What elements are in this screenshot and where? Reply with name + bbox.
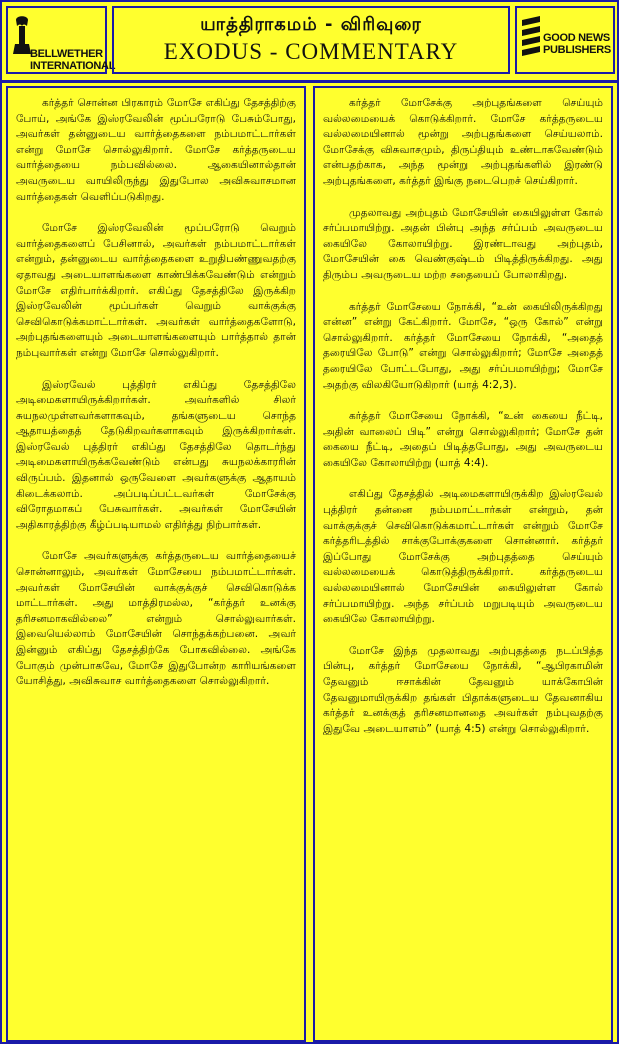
right-column (313, 86, 613, 1042)
paragraph: கர்த்தர் சொன்ன பிரகாரம் மோசே எகிப்து தேசத்திற்கு போய், அங்கே இஸ்ரவேலின் மூப்பரோடு பேசும்போது, அவர்கள் தன்னுடைய வார்த்தைகளை நம்பமாட்டார்கள் என்று மோசே சொல்லுகிறார். மோசே கர்த்தருடைய வார்த்தையை நம்பவில்லை. ஆகையினால்தான் அவருடைய வாயிலிருந்து இதுபோல அவிசுவாசமான வார்த்தைகள் வெளிப்படுகிறது. (16, 97, 296, 203)
logo-left-text: BELLWETHER INTERNATIONAL (30, 48, 116, 72)
left-column (6, 86, 306, 1042)
paragraph: முதலாவது அற்புதம் மோசேயின் கையிலுள்ள கோல் சர்ப்பமாயிற்று. அதன் பின்பு அந்த சர்ப்பம் அவருடைய கையிலே கோலாயிற்று. இரண்டாவது அற்புதம், மோசேயின் கை வெண்குஷ்டம் பிடித்திருக்கிறது. அது திரும்ப அவருடைய மற்ற சதையைப் போலாகிறது. (323, 206, 603, 281)
paragraph: மோசே அவர்களுக்கு கர்த்தருடைய வார்த்தையைச் சொன்னாலும், அவர்கள் மோசேயை நம்பமாட்டார்கள். அவர்கள் மோசேயின் வாக்குக்குச் செவிகொடுக்க மாட்டார்கள். அது மாத்திரமல்ல, “கர்த்தர் உனக்கு தரிசனமாகவில்லை” என்றும் சொல்லுவார்கள். இவையெல்லாம் மோசேயின் சொந்தக்கற்பனை. அவர் இன்னும் எகிப்து தேசத்திற்கே போகவில்லை. அங்கே போகும் முன்பாகவே, மோசே இதுபோன்ற காரியங்களை யோசித்து, அவிசுவாச வார்த்தைகளை சொல்லுகிறார். (16, 550, 296, 688)
paragraph: மோசே இந்த முதலாவது அற்புதத்தை நடப்பித்த பின்பு, கர்த்தர் மோசேயை நோக்கி, “ஆபிரகாமின் தேவனும் ஈசாக்கின் தேவனும் யாக்கோபின் தேவனுமாயிருக்கிற தங்கள் பிதாக்களுடைய தேவனாகிய கர்த்தர் உனக்குத் தரிசனமானதை அவர்கள் நம்புவதற்கு இதுவே அடையாளம்” (யாத் 4:5) என்று சொல்லுகிறார். (323, 644, 603, 735)
book-stack-icon (520, 16, 542, 62)
title-tamil: யாத்திராகமம் - விரிவுரை (200, 14, 422, 35)
bellwether-ram-icon (12, 14, 32, 58)
paragraph: கர்த்தர் மோசேக்கு அற்புதங்களை செய்யும் வல்லமையைக் கொடுக்கிறார். மோசே கர்த்தருடைய வல்லமையினால் மூன்று அற்புதங்களை செய்யலாம். மோசேக்கு விசுவாசமும், திருப்தியும் உண்டாகவேண்டும் என்பதற்காக, அந்த மூன்று அற்புதங்களில் இரண்டு அற்புதங்களை, கர்த்தர் இங்கு நடைபெறச் செய்கிறார். (323, 97, 603, 187)
header (2, 2, 617, 83)
paragraph: இஸ்ரவேல் புத்திரர் எகிப்து தேசத்திலே அடிமைகளாயிருக்கிறார்கள். அவர்களில் சிலர் சுயநலமுள்ளவர்களாகவும், தங்களுடைய சொந்த ஆதாயத்தைத் தேடுகிறவர்களாகவும் இருக்கிறார்கள். இஸ்ரவேல் புத்திரர் எகிப்து தேசத்திலே தொடர்ந்து அடிமைகளாயிருக்கவேண்டும் என்பது சுயநலக்காரரின் விருப்பம். இதனால் ஒருவேளை அவர்களுக்கு ஆதாயம் கிடைக்கலாம். அப்படிப்பட்டவர்கள் மோசேக்கு விரோதமாகப் பேசுவார்கள். அவர்கள் மோசேயின் அதிகாரத்திற்கு கீழ்ப்படியாமல் எதிர்த்து நிற்பார்கள். (16, 378, 296, 531)
content-columns (2, 86, 617, 1042)
paragraph: எகிப்து தேசத்தில் அடிமைகளாயிருக்கிற இஸ்ரவேல் புத்திரர் தன்னை நம்பமாட்டார்கள் என்றும், தன் வாக்குக்குச் செவிகொடுக்கமாட்டார்கள் என்றும் மோசே கர்த்தரிடத்தில் சாக்குபோக்குகளை சொன்னார். கர்த்தர் இப்போது மோசேக்கு அற்புதத்தை செய்யும் வல்லமையைக் கொடுத்திருக்கிறார். கர்த்தருடைய வல்லமையினால் மோசேயின் கையிலுள்ள கோல் சர்ப்பமாயிற்று. அந்த சர்ப்பம் மறுபடியும் அவருடைய கையிலே கோலாயிற்று. (323, 488, 603, 626)
title-english: EXODUS - COMMENTARY (163, 39, 459, 64)
paragraph: கர்த்தர் மோசேயை நோக்கி, “உன் கையிலிருக்கிறது என்ன” என்று கேட்கிறார். மோசே, “ஒரு கோல்” என்று சொல்லுகிறார். கர்த்தர் மோசேயை நோக்கி, “அதைத் தரையிலே போடு” என்று சொல்லுகிறார்; மோசே அதைத் தரையிலே போட்டபோது, அது சர்ப்பமாயிற்று; மோசே அதற்கு விலகியோடுகிறார் (யாத் 4:2,3). (323, 300, 603, 391)
paragraph: கர்த்தர் மோசேயை நோக்கி, “உன் கையை நீட்டி, அதின் வாலைப் பிடி” என்று சொல்லுகிறார்; மோசே தன் கையை நீட்டி, அதைப் பிடித்தபோது, அது அவருடைய கையிலே கோலாயிற்று (யாத் 4:4). (323, 410, 603, 469)
publisher-logo-right (515, 6, 615, 74)
publisher-logo-left (6, 6, 116, 74)
paragraph: மோசே இஸ்ரவேலின் மூப்பரோடு வெறும் வார்த்தைகளைப் பேசினால், அவர்கள் நம்பமாட்டார்கள் என்றும், தன்னுடைய வார்த்தைகளை உறுதிபண்ணுவதற்கு ஏதாவது அடையாளங்களை காண்பிக்கவேண்டும் என்றும் மோசே எதிர்பார்க்கிறார். எகிப்து தேசத்திலே இருக்கிற இஸ்ரவேலின் மூப்பர்கள் வெறும் வாக்குக்கு செவிகொடுக்கமாட்டார்கள். அவர்கள் வார்த்தைகளோடு, அற்புதங்களையும் அடையாளங்களையும் பார்த்தால் தான் நம்புவார்கள் என்று மோசே சொல்லுகிறார். (16, 222, 296, 359)
title-box (112, 6, 510, 74)
logo-right-text: GOOD NEWS PUBLISHERS (543, 32, 611, 56)
